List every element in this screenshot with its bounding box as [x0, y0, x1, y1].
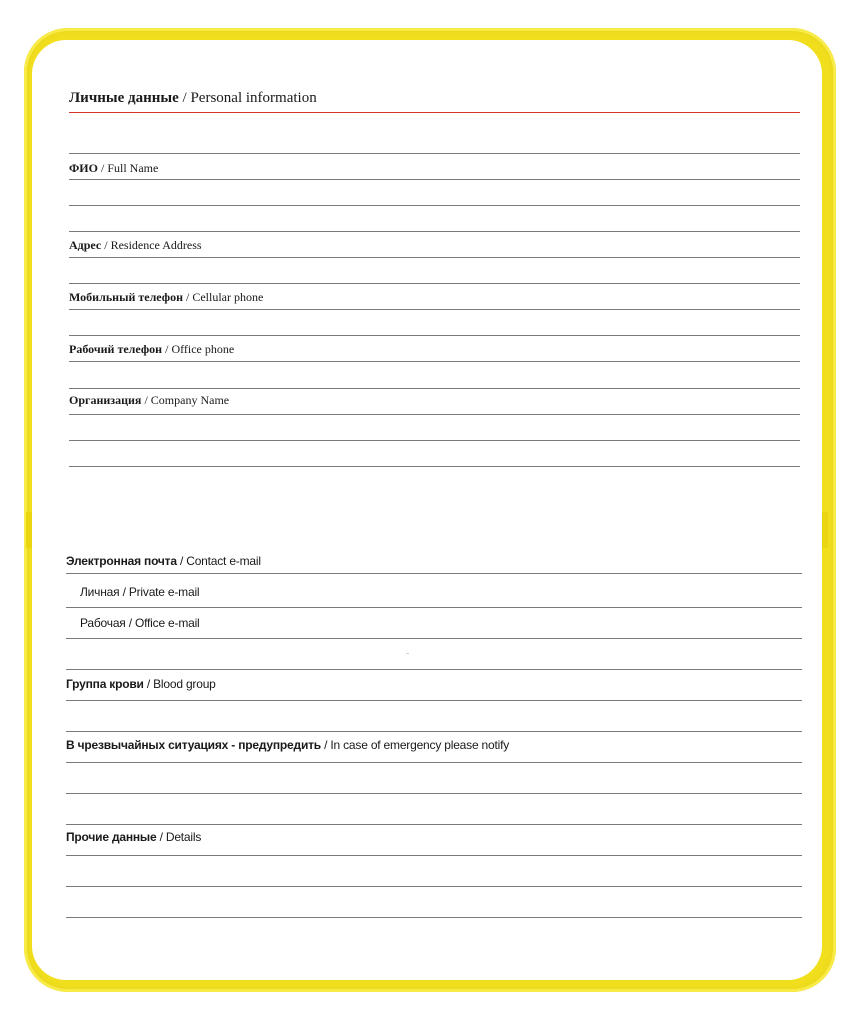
- write-line: [69, 335, 800, 336]
- write-line: [69, 361, 800, 362]
- write-line: [69, 309, 800, 310]
- write-line: [66, 855, 802, 856]
- office-email-label: Рабочая / Office e-mail: [80, 616, 200, 630]
- title-separator: /: [178, 90, 191, 106]
- write-line: [66, 886, 802, 887]
- emergency-contact-label: В чрезвычайных ситуациях - предупредить / In case of emergency please notify: [66, 738, 510, 752]
- write-line: [69, 388, 800, 389]
- write-line: [66, 638, 802, 639]
- write-line: [66, 793, 802, 794]
- write-line: [69, 414, 800, 415]
- title-en: Personal information: [190, 90, 317, 106]
- page-title: [69, 90, 317, 107]
- right-page-seam: [822, 512, 828, 548]
- private-email-label: Личная / Private e-mail: [80, 585, 200, 599]
- mobile-phone-label: Мобильный телефон / Cellular phone: [69, 290, 264, 304]
- left-page-seam: [26, 512, 32, 548]
- write-line: [66, 917, 802, 918]
- write-line: [66, 762, 802, 763]
- contact-email-label: Электронная почта / Contact e-mail: [66, 554, 261, 568]
- office-phone-label: Рабочий телефон / Office phone: [69, 342, 235, 356]
- write-line: [66, 669, 802, 670]
- write-line: [69, 153, 800, 154]
- title-underline: [69, 112, 800, 113]
- paper-speck: [406, 653, 409, 654]
- write-line: [66, 731, 802, 732]
- write-line: [69, 257, 800, 258]
- blood-group-label: Группа крови / Blood group: [66, 677, 216, 691]
- write-line: [66, 824, 802, 825]
- full-name-label: ФИО / Full Name: [69, 161, 159, 175]
- address-label: Адрес / Residence Address: [69, 238, 202, 252]
- write-line: [66, 700, 802, 701]
- write-line: [69, 466, 800, 467]
- write-line: [66, 607, 802, 608]
- write-line: [66, 573, 802, 574]
- write-line: [69, 179, 800, 180]
- write-line: [69, 231, 800, 232]
- write-line: [69, 283, 800, 284]
- write-line: [69, 440, 800, 441]
- details-label: Прочие данные / Details: [66, 830, 202, 844]
- company-label: Организация / Company Name: [69, 393, 230, 407]
- title-ru: Личные данные: [69, 90, 179, 106]
- write-line: [69, 205, 800, 206]
